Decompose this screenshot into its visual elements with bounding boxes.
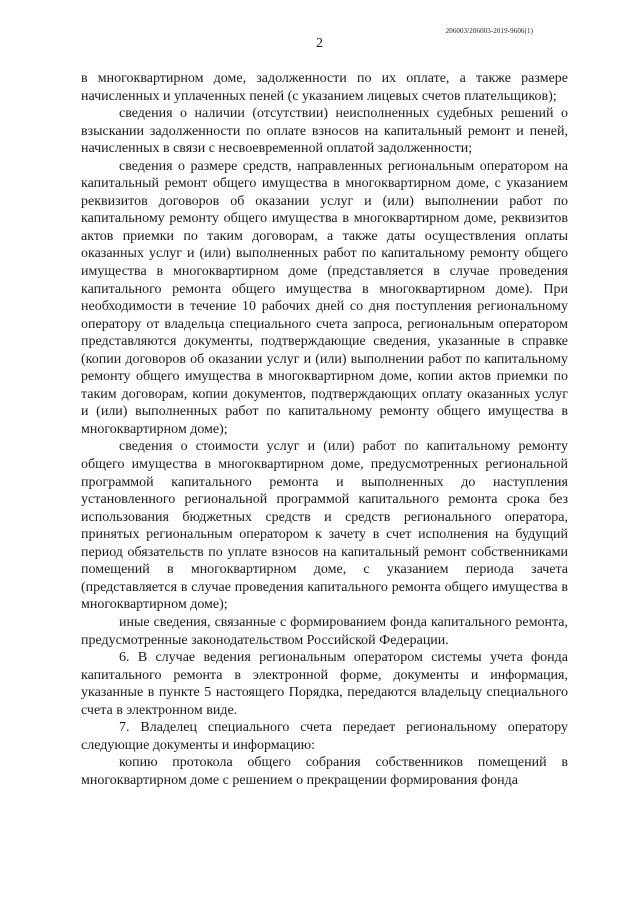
document-body [81,70,568,789]
paragraph-funds-info: сведения о размере средств, направленных региональным оператором на капитальный ремонт общего имущества в многоквартирном доме, с указанием реквизитов договоров об оказании услуг и (или) выполнении работ по капитальному ремонту общего имущества в многоквартирном доме, реквизитов актов приемки по таким договорам, а также даты осуществления оплаты оказанных услуг и (или) выполненных работ по капитальному ремонту общего имущества в многоквартирном доме (представляется в случае проведения капитального ремонта общего имущества в многоквартирном доме). При необходимости в течение 10 рабочих дней со дня поступления региональному оператору от владельца специального счета запроса, региональным оператором представляются документы, подтверждающие сведения, указанные в справке (копии договоров об оказании услуг и (или) выполнении работ по капитальному ремонту общего имущества в многоквартирном доме, копии актов приемки по таким договорам, копии документов, подтверждающих оплату оказанных услуг и (или) выполненных работ по капитальному ремонту общего имущества в многоквартирном доме); [81,158,568,437]
paragraph-continuation: в многоквартирном доме, задолженности по их оплате, а также размере начисленных и уплаченных пеней (с указанием лицевых счетов плательщиков); [81,71,568,104]
paragraph-item-7: 7. Владелец специального счета передает региональному оператору следующие документы и информацию: [81,720,568,753]
paragraph-services-cost: сведения о стоимости услуг и (или) работ по капитальному ремонту общего имущества в многоквартирном доме, предусмотренных региональной программой капитального ремонта и выполненных до наступления установленного региональной программой капитального ремонта срока без использования бюджетных средств и средств регионального оператора, принятых региональным оператором к зачету в счет исполнения на будущий период обязательств по уплате взносов на капитальный ремонт собственниками помещений в многоквартирном доме, с указанием периода зачета (представляется в случае проведения капитального ремонта общего имущества в многоквартирном доме); [81,439,568,613]
document-id: 206003/206003-2019-9606(1) [445,27,533,35]
paragraph-protocol-copy: копию протокола общего собрания собственников помещений в многоквартирном доме с решением о прекращении формирования фонда [81,755,568,788]
paragraph-other-info: иные сведения, связанные с формированием фонда капитального ремонта, предусмотренные законодательством Российской Федерации. [81,614,568,648]
page-number: 2 [316,36,323,51]
paragraph-court-decisions: сведения о наличии (отсутствии) неисполненных судебных решений о взыскании задолженности по оплате взносов на капитальный ремонт и пеней, начисленных в связи с несвоевременной оплатой задолженности; [81,106,568,157]
paragraph-item-6: 6. В случае ведения региональным оператором системы учета фонда капитального ремонта в электронной форме, документы и информация, указанные в пункте 5 настоящего Порядка, передаются владельцу специального счета в электронном виде. [81,650,568,718]
